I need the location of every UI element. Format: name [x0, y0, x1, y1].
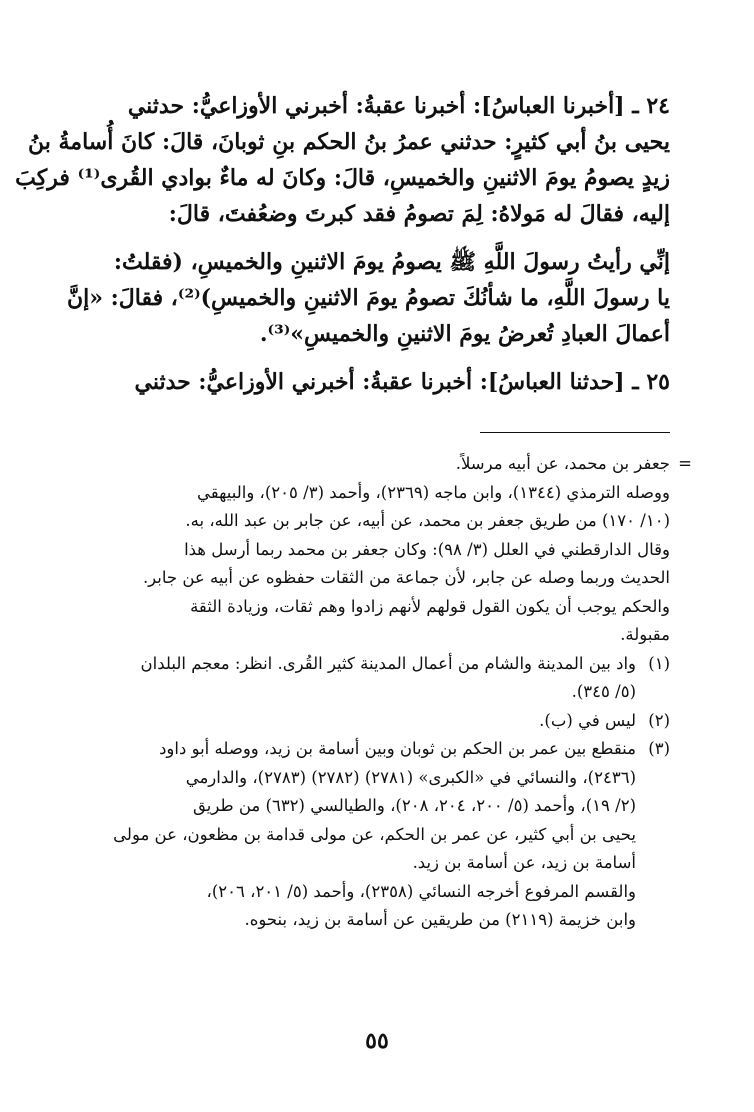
note-line: يحيى بن أبي كثير، عن عمر بن الحكم، عن مولى قدامة بن مظعون، عن مولى — [113, 824, 636, 844]
footnote-3 — [70, 735, 670, 935]
hadith-entry-24 — [15, 88, 670, 232]
note-line: وقال الدارقطني في العلل (٣/ ٩٨): وكان جعفر بن محمد ربما أرسل هذا — [184, 539, 670, 559]
footnote-1 — [70, 650, 670, 707]
text-line: يا رسولَ اللَّهِ، ما شأنُكَ تصومُ يومَ الاثنينِ والخميسِ)⁽²⁾، فقالَ: «إنَّ — [67, 285, 670, 311]
note-line: (٥/ ٣٤٥). — [571, 682, 636, 701]
note-line: منقطع بين عمر بن الحكم بن ثوبان وبين أسامة بن زيد، ووصله أبو داود — [159, 739, 636, 758]
footnote-separator — [480, 432, 670, 433]
page-number: ٥٥ — [365, 1028, 389, 1054]
book-page — [15, 88, 692, 1088]
note-line: الحديث وربما وصله عن جابر، لأن جماعة من الثقات حفظوه عن أبيه عن جابر. — [142, 568, 670, 587]
text-line: ٢٥ ـ [حدثنا العباسُ]: أخبرنا عقبةُ: أخبرني الأوزاعيُّ: حدثني — [134, 369, 670, 395]
text-line: إليه، فقالَ له مَولاهُ: لِمَ تصومُ فقد كبرتَ وضعُفتَ، قالَ: — [168, 201, 670, 227]
footnote-number: (١) — [648, 653, 670, 673]
note-line: وابن خزيمة (٢١١٩) من طريقين عن أسامة بن زيد، بنحوه. — [244, 910, 636, 929]
note-line: واد بين المدينة والشام من أعمال المدينة كثير القُرى. انظر: معجم البلدان — [140, 653, 636, 673]
text-line: يحيى بنُ أبي كثيرٍ: حدثني عمرُ بنُ الحكم بنِ ثوبانَ، قالَ: كانَ أُسامةُ بنُ — [27, 129, 670, 155]
note-line: (١٠/ ١٧٠) من طريق جعفر بن محمد، عن أبيه، عن جابر بن عبد الله، به. — [185, 511, 670, 530]
note-line: والحكم يوجب أن يكون القول قولهم لأنهم زادوا وهم ثقات، وزيادة الثقة — [190, 596, 670, 616]
text-line: إنِّي رأيتُ رسولَ اللَّهِ ﷺ يصومُ يومَ الاثنينِ والخميسِ، (فقلتُ: — [113, 249, 670, 275]
note-line: (٢/ ١٩)، وأحمد (٥/ ٢٠٠، ٢٠٤، ٢٠٨)، والطيالسي (٦٣٢) من طريق — [193, 796, 636, 815]
text-line: ٢٤ ـ [أخبرنا العباسُ]: أخبرنا عقبةُ: أخبرني الأوزاعيُّ: حدثني — [127, 93, 670, 119]
hadith-entry-25 — [70, 364, 670, 400]
text-line: أعمالَ العبادِ تُعرضُ يومَ الاثنينِ والخميسِ»⁽³⁾. — [259, 321, 670, 347]
note-line: أسامة بن زيد، عن أسامة بن زيد. — [412, 853, 636, 872]
footnote-2 — [70, 707, 670, 736]
footnote-number: (٢) — [648, 710, 670, 730]
text-line: زيدٍ يصومُ يومَ الاثنينِ والخميسِ، قالَ: وكانَ له ماءٌ بوادي القُرى⁽¹⁾ فركِبَ — [15, 165, 670, 191]
footnotes-section — [70, 450, 692, 935]
main-text — [15, 88, 670, 400]
continuation-mark: = — [678, 454, 692, 473]
footnote-continuation — [70, 450, 692, 650]
note-line: ليس في (ب). — [539, 710, 636, 730]
note-line: مقبولة. — [620, 625, 670, 644]
footnote-number: (٣) — [648, 739, 670, 758]
note-line: جعفر بن محمد، عن أبيه مرسلاً. — [455, 454, 670, 473]
note-line: ووصله الترمذي (١٣٤٤)، وابن ماجه (٢٣٦٩)، وأحمد (٣/ ٢٠٥)، والبيهقي — [197, 482, 670, 502]
note-line: والقسم المرفوع أخرجه النسائي (٢٣٥٨)، وأحمد (٥/ ٢٠١، ٢٠٦)، — [206, 881, 636, 901]
note-line: (٢٤٣٦)، والنسائي في «الكبرى» (٢٧٨١) (٢٧٨٢) (٢٧٨٣)، والدارمي — [185, 767, 636, 787]
hadith-text — [67, 244, 670, 352]
